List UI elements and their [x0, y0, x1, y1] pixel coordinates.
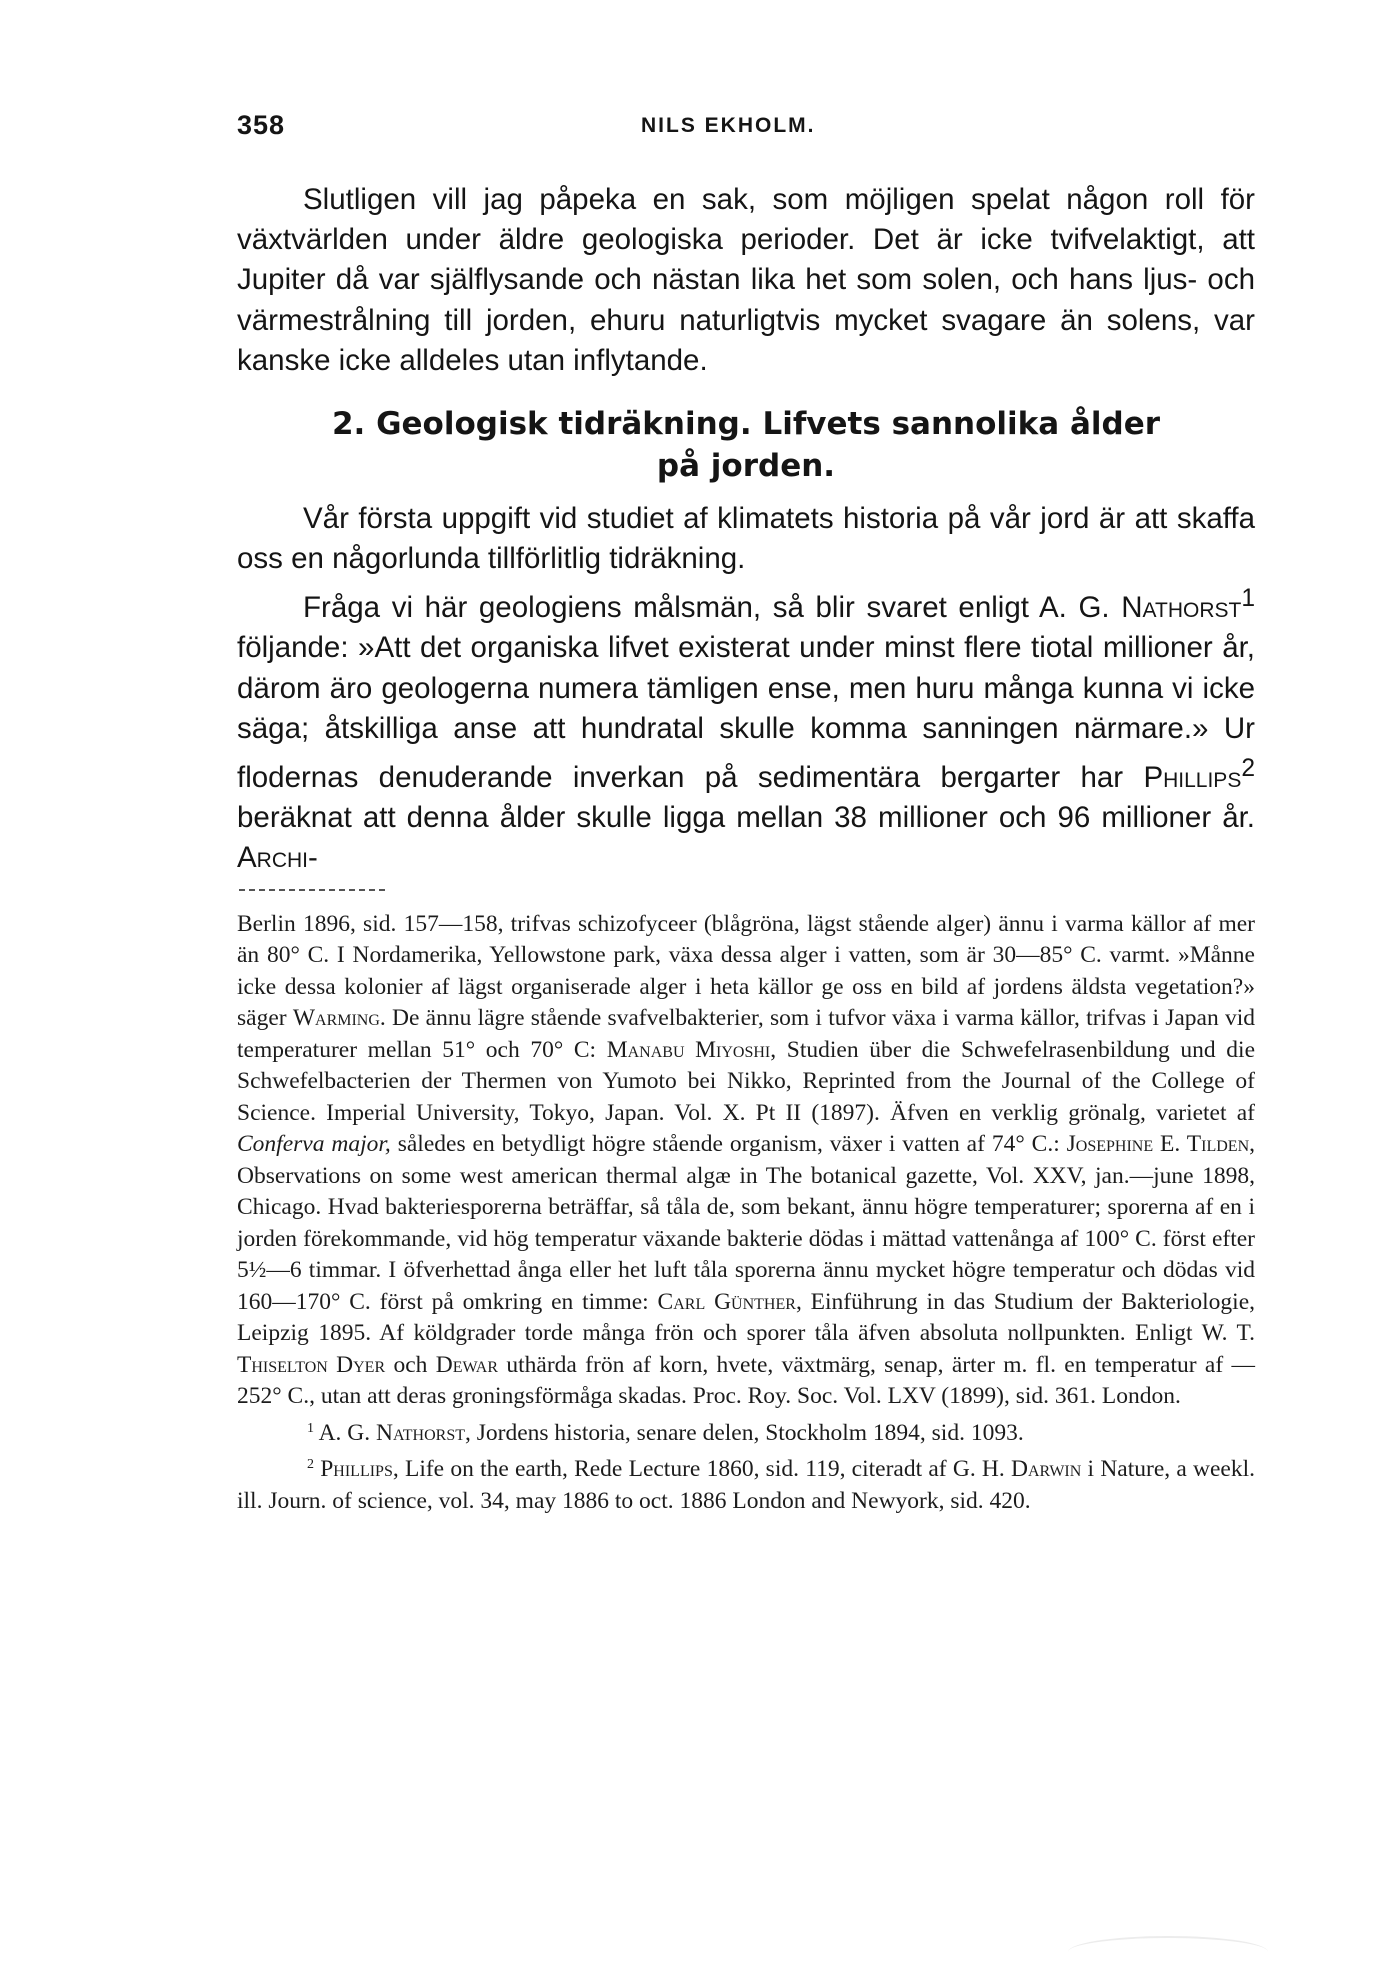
fn-cont-part-6: , Einführung in das Studium der Bakteriologie, Leipzig 1895. Af köldgrader torde många frön och sporer tåla äfven absoluta nollpunkten. Enligt W. T.	[237, 1288, 1256, 1346]
author-warming: Warming	[292, 1005, 380, 1031]
author-nathorst: Nathorst	[1121, 591, 1242, 625]
fn-cont-part-4: således en betydligt högre stående organism, växer i vatten af 74° C.:	[390, 1131, 1067, 1157]
fn2-part-2: i Nature, a weekl. ill. Journ. of science, vol. 34, may 1886 to oct. 1886 London and Newyork, sid. 420.	[237, 1456, 1256, 1514]
author-dyer: Thiselton Dyer	[237, 1351, 386, 1378]
footnote-ref-1: 1	[1241, 585, 1255, 613]
fn1-author-nathorst: Nathorst	[376, 1419, 466, 1446]
footnote-continuation	[237, 909, 1255, 1413]
footnote-ref-2: 2	[1241, 755, 1255, 783]
section-heading	[237, 403, 1191, 487]
author-gunther: Carl Günther	[657, 1288, 796, 1315]
fn-cont-part-8: uthärda frön af korn, hvete, växtmärg, senap, ärter m. fl. en temperatur af —252° C., utan att deras groningsförmåga skadas. Proc. Roy. Soc. Vol. LXV (1899), sid. 361. London.	[237, 1351, 1256, 1409]
body-text	[237, 180, 1255, 879]
author-phillips: Phillips	[1143, 760, 1242, 794]
running-title: NILS EKHOLM.	[641, 114, 816, 137]
section-heading-line-1: 2. Geologisk tidräkning. Lifvets sannolika ålder	[331, 406, 1161, 443]
fn2-part-1: , Life on the earth, Rede Lecture 1860, sid. 119, citeradt af G. H.	[392, 1456, 1012, 1482]
paragraph-jupiter: Slutligen vill jag påpeka en sak, som möjligen spelat någon roll för växtvärlden under äldre geologiska perioder. Det är icke tvifvelaktigt, att Jupiter då var själflysande och nästan lika het som solen, och hans ljus- och värmestrålning till jorden, ehuru naturligtvis mycket svagare än solens, var kanske icke alldeles utan inflytande.	[237, 183, 1255, 377]
fn-cont-part-1: Berlin 1896, sid. 157—158, trifvas schizofyceer (blågröna, lägst stående alger) ännu i varma källor af mer än 80° C. I Nordamerika, Yellowstone park, växa dessa alger i vatten, som är 30—85° C. varmt. »Månne icke dessa kolonier af lägst organiserade alger i heta källor ge oss en bild af jordens äldsta vegetation?» säger	[237, 910, 1255, 1031]
footnote-2-marker: 2	[307, 1457, 314, 1472]
footnotes	[237, 909, 1255, 1518]
running-head	[237, 110, 1255, 146]
section-heading-line-2: på jorden.	[656, 448, 836, 485]
author-dewar: Dewar	[435, 1351, 499, 1378]
fn-cont-part-3: , Studien über die Schwefelrasenbildung und die Schwefelbacterien der Thermen von Yumoto bei Nikko, Reprinted from the Journal of the College of Science. Imperial University, Tokyo, Japan. Vol. X. Pt II (1897). Äfven en verklig grönalg, varietet af	[237, 1036, 1256, 1126]
fn1-part-1: A. G.	[314, 1419, 377, 1446]
author-tilden: Josephine E. Tilden	[1066, 1131, 1250, 1157]
book-page	[237, 110, 1255, 1517]
fn2-author-darwin: Darwin	[1011, 1456, 1082, 1482]
page-number: 358	[237, 110, 286, 140]
paragraph-3-part-1: Fråga vi här geologiens målsmän, så blir svaret enligt A. G.	[303, 591, 1122, 625]
scan-artifact	[1068, 1936, 1268, 1968]
footnote-rule	[239, 889, 385, 891]
fn2-author-phillips: Phillips	[320, 1456, 393, 1482]
paragraph-3-part-2: följande: »Att det organiska lifvet existerat under minst flere tiotal millioner år, därom äro geologerna numera tämligen ense, men huru många kunna vi icke säga; åtskilliga anse att hundratal skulle komma sanningen närmare.» Ur flodernas denuderande inverkan på sedimentära bergarter har	[237, 631, 1255, 794]
fn1-part-2: , Jordens historia, senare delen, Stockholm 1894, sid. 1093.	[465, 1419, 1024, 1446]
fn-cont-part-2: . De ännu lägre stående svafvelbakterier, som i tufvor växa i varma källor, trifvas i Japan vid temperaturer mellan 51° och 70° C:	[237, 1005, 1255, 1063]
paragraph-3-part-3: beräknat att denna ålder skulle ligga mellan 38 millioner och 96 millioner år.	[237, 801, 1255, 835]
footnote-1-marker: 1	[307, 1420, 314, 1436]
paragraph-geologists	[237, 579, 1255, 878]
fn-cont-part-7: och	[385, 1351, 436, 1378]
paragraph-first-task: Vår första uppgift vid studiet af klimatets historia på vår jord är att skaffa oss en någorlunda tillförlitlig tidräkning.	[237, 502, 1255, 576]
author-miyoshi: Manabu Miyoshi	[606, 1036, 771, 1063]
author-archi: Archi-	[237, 841, 318, 875]
species-conferva: Conferva major,	[237, 1131, 391, 1157]
footnote-1	[237, 1413, 1255, 1450]
footnote-2	[237, 1449, 1255, 1517]
fn-cont-part-5: , Observations on some west american thermal algæ in The botanical gazette, Vol. XXV, jan.—june 1898, Chicago. Hvad bakteriesporerna beträffar, så tåla de, som bekant, ännu högre temperaturer; sporerna af en i jorden förekommande, vid hög temperatur växande bakterie dödas i mättad vattenånga af 100° C. först efter 5½—6 timmar. I öfverhettad ånga eller het luft tåla sporerna ännu mycket högre temperatur och dödas vid 160—170° C. först på omkring en timme:	[237, 1131, 1256, 1315]
